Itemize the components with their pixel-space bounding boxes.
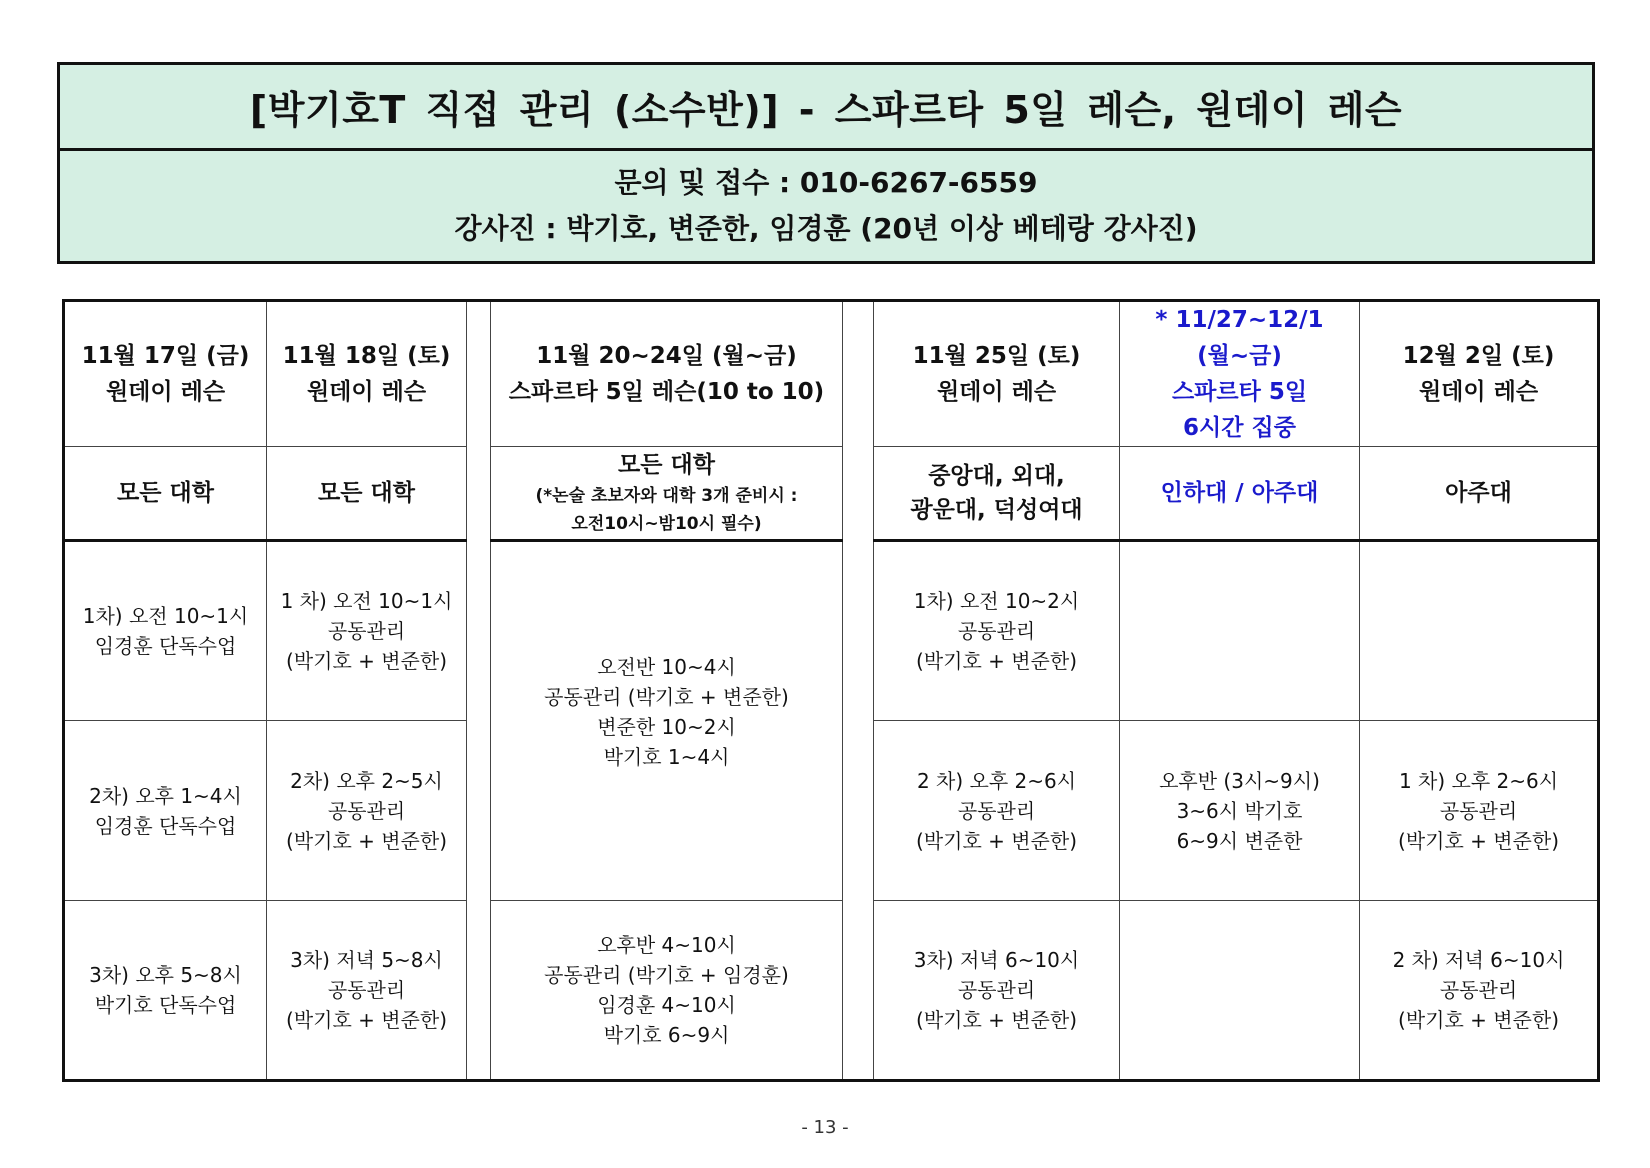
session-cell: 1차) 오전 10~1시 임경훈 단독수업 bbox=[64, 541, 267, 721]
schedule-table bbox=[62, 299, 1600, 1082]
page-number: - 13 - bbox=[801, 1117, 849, 1138]
uni-nov25: 중앙대, 외대, 광운대, 덕성여대 bbox=[874, 447, 1120, 541]
uni-sparta-dec: 인하대 / 아주대 bbox=[1120, 447, 1360, 541]
university-row bbox=[64, 447, 1599, 541]
uni-nov17: 모든 대학 bbox=[64, 447, 267, 541]
empty-cell bbox=[1120, 541, 1360, 721]
uni-sparta-nov: 모든 대학 (*논술 초보자와 대학 3개 준비시 : 오전10시~밤10시 필수) bbox=[491, 447, 843, 541]
date-header-row bbox=[64, 301, 1599, 447]
session-cell: 2차) 오후 1~4시 임경훈 단독수업 bbox=[64, 721, 267, 901]
session-cell: 2 차) 오후 2~6시 공동관리 (박기호 + 변준한) bbox=[874, 721, 1120, 901]
session-cell: 3차) 오후 5~8시 박기호 단독수업 bbox=[64, 901, 267, 1081]
spacer-column bbox=[467, 301, 491, 1081]
session-cell: 2차) 오후 2~5시 공동관리 (박기호 + 변준한) bbox=[267, 721, 467, 901]
sparta-afternoon-cell: 오후반 4~10시 공동관리 (박기호 + 임경훈) 임경훈 4~10시 박기호 6~9시 bbox=[491, 901, 843, 1081]
session-cell: 1 차) 오전 10~1시 공동관리 (박기호 + 변준한) bbox=[267, 541, 467, 721]
empty-cell bbox=[1360, 541, 1599, 721]
header-nov25: 11월 25일 (토) 원데이 레슨 bbox=[874, 301, 1120, 447]
header-nov18: 11월 18일 (토) 원데이 레슨 bbox=[267, 301, 467, 447]
spacer-column bbox=[843, 301, 874, 1081]
session-cell: 1 차) 오후 2~6시 공동관리 (박기호 + 변준한) bbox=[1360, 721, 1599, 901]
inha-ajou-cell: 오후반 (3시~9시) 3~6시 박기호 6~9시 변준한 bbox=[1120, 721, 1360, 901]
header-dec2: 12월 2일 (토) 원데이 레슨 bbox=[1360, 301, 1599, 447]
header-box bbox=[57, 62, 1595, 264]
page-title: [박기호T 직접 관리 (소수반)] - 스파르타 5일 레슨, 원데이 레슨 bbox=[60, 65, 1592, 151]
session-row-1 bbox=[64, 541, 1599, 721]
session-cell: 2 차) 저녁 6~10시 공동관리 (박기호 + 변준한) bbox=[1360, 901, 1599, 1081]
header-info bbox=[60, 151, 1592, 261]
instructors-line: 강사진 : 박기호, 변준한, 임경훈 (20년 이상 베테랑 강사진) bbox=[454, 212, 1198, 245]
contact-line: 문의 및 접수 : 010-6267-6559 bbox=[614, 166, 1038, 199]
header-sparta-nov: 11월 20~24일 (월~금) 스파르타 5일 레슨(10 to 10) bbox=[491, 301, 843, 447]
session-cell: 3차) 저녁 5~8시 공동관리 (박기호 + 변준한) bbox=[267, 901, 467, 1081]
uni-nov18: 모든 대학 bbox=[267, 447, 467, 541]
sparta-morning-cell: 오전반 10~4시 공동관리 (박기호 + 변준한) 변준한 10~2시 박기호 1~4시 bbox=[491, 541, 843, 901]
uni-dec2: 아주대 bbox=[1360, 447, 1599, 541]
header-sparta-dec: * 11/27~12/1 (월~금) 스파르타 5일 6시간 집중 bbox=[1120, 301, 1360, 447]
empty-cell bbox=[1120, 901, 1360, 1081]
header-nov17: 11월 17일 (금) 원데이 레슨 bbox=[64, 301, 267, 447]
session-row-3 bbox=[64, 901, 1599, 1081]
session-cell: 1차) 오전 10~2시 공동관리 (박기호 + 변준한) bbox=[874, 541, 1120, 721]
session-cell: 3차) 저녁 6~10시 공동관리 (박기호 + 변준한) bbox=[874, 901, 1120, 1081]
